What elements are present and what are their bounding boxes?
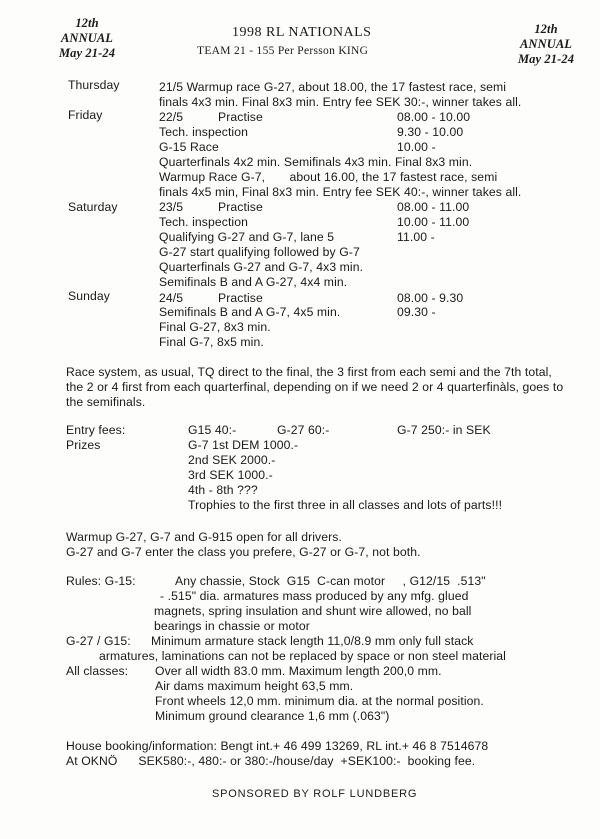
header-right-edition: 12th <box>534 22 558 36</box>
saturday-item-time: 11.00 - <box>397 230 435 244</box>
saturday-item-label: Practise <box>218 200 263 214</box>
rules-all-label: All classes: <box>66 664 129 678</box>
entry-fee-g7: G-7 250:- in SEK <box>397 423 491 437</box>
saturday-line: Semifinals B and A G-27, 4x4 min. <box>159 275 348 289</box>
header-right-annual: ANNUAL <box>520 37 572 51</box>
header-left-dates: May 21-24 <box>58 46 116 60</box>
entry-fee-g15: G15 40:- <box>188 423 237 437</box>
saturday-item-label: Tech. inspection <box>159 215 248 229</box>
rules-g27-line: armatures, laminations can not be replaced by space or non steel material <box>99 649 506 663</box>
thursday-line: finals 4x3 min. Final 8x3 min. Entry fee SEK 30:-, winner takes all. <box>159 95 522 109</box>
rules-g15-line: bearings in chassie or motor <box>154 619 310 633</box>
friday-item-time: 08.00 - 10.00 <box>397 110 471 124</box>
rules-g27-line: Minimum armature stack length 11,0/8.9 mm only full stack <box>151 634 474 648</box>
saturday-item-time: 10.00 - 11.00 <box>397 215 470 229</box>
header-left-edition: 12th <box>75 16 99 30</box>
page-subtitle: TEAM 21 - 155 Per Persson KING <box>197 45 369 57</box>
friday-item-label: G-15 Race <box>159 140 219 154</box>
sunday-item-label: Semifinals B and A G-7, 4x5 min. <box>159 305 341 319</box>
friday-item-time: 9.30 - 10.00 <box>397 125 464 139</box>
entry-fees-label: Entry fees: <box>66 423 126 437</box>
thursday-line: 21/5 Warmup race G-27, about 18.00, the 17 fastest race, semi <box>159 80 507 94</box>
saturday-line: Quarterfinals G-27 and G-7, 4x3 min. <box>159 260 364 274</box>
page-title: 1998 RL NATIONALS <box>232 25 372 40</box>
sunday-line: Final G-7, 8x5 min. <box>159 335 264 349</box>
saturday-item-label: Qualifying G-27 and G-7, lane 5 <box>159 230 335 244</box>
race-system-paragraph: Race system, as usual, TQ direct to the final, the 3 first from each semi and the 7th total, the 2 or 4 first from each quarterfinal, depending on if we need 2 or 4 quarterfinàls, goes to the semifinals. <box>66 365 564 409</box>
sponsor-footer: SPONSORED BY ROLF LUNDBERG <box>212 788 418 800</box>
day-sunday: Sunday <box>68 289 110 303</box>
rules-all-line: Air dams maximum height 63,5 mm. <box>155 679 354 693</box>
warmup-line: Warmup G-27, G-7 and G-915 open for all drivers. <box>66 530 342 544</box>
rules-all-line: Front wheels 12,0 mm. minimum dia. at the normal position. <box>155 694 484 708</box>
rules-all-line: Minimum ground clearance 1,6 mm (.063") <box>155 709 390 723</box>
prizes-trophies: Trophies to the first three in all classes and lots of parts!!! <box>188 498 503 512</box>
sunday-item-time: 09.30 - <box>397 305 436 319</box>
header-left-annual: ANNUAL <box>61 31 113 45</box>
sunday-line: Final G-27, 8x3 min. <box>159 320 271 334</box>
rules-g27-label: G-27 / G15: <box>66 634 131 648</box>
rules-g15-line: - .515" dia. armatures mass produced by any mfg. glued <box>160 589 469 603</box>
day-friday: Friday <box>68 108 103 122</box>
day-saturday: Saturday <box>68 200 118 214</box>
sunday-item-label: Practise <box>218 291 263 305</box>
entry-fee-g27: G-27 60:- <box>277 423 330 437</box>
header-right <box>506 22 586 67</box>
friday-line: finals 4x5 min, Final 8x3 min. Entry fee SEK 40:-, winner takes all. <box>159 185 522 199</box>
friday-item-label: Practise <box>218 110 263 124</box>
sunday-item-time: 08.00 - 9.30 <box>397 291 464 305</box>
rules-g15-line: magnets, spring insulation and shunt wire allowed, no ball <box>154 604 472 618</box>
friday-date: 22/5 <box>159 110 184 124</box>
booking-line: At OKNÖ SEK580:-, 480:- or 380:-/house/day +SEK100:- booking fee. <box>66 754 476 768</box>
header-right-dates: May 21-24 <box>517 52 575 66</box>
prize-line: 4th - 8th ??? <box>188 483 258 497</box>
friday-item-time: 10.00 - <box>397 140 436 154</box>
prize-line: G-7 1st DEM 1000.- <box>188 438 299 452</box>
friday-line: Warmup Race G-7, about 16.00, the 17 fastest race, semi <box>159 170 498 184</box>
sunday-date: 24/5 <box>159 291 184 305</box>
friday-item-label: Tech. inspection <box>159 125 248 139</box>
prizes-label: Prizes <box>66 438 101 452</box>
friday-line: Quarterfinals 4x2 min. Semifinals 4x3 min. Final 8x3 min. <box>159 155 473 169</box>
rules-g15-line: Any chassie, Stock G15 C-can motor , G12/15 .513" <box>175 574 486 588</box>
saturday-line: G-27 start qualifying followed by G-7 <box>159 245 360 259</box>
day-thursday: Thursday <box>68 78 120 92</box>
saturday-item-time: 08.00 - 11.00 <box>397 200 470 214</box>
rules-all-line: Over all width 83.0 mm. Maximum length 200,0 mm. <box>155 664 442 678</box>
warmup-line: G-27 and G-7 enter the class you prefere, G-27 or G-7, not both. <box>66 545 421 559</box>
prize-line: 3rd SEK 1000.- <box>188 468 273 482</box>
booking-line: House booking/information: Bengt int.+ 46 499 13269, RL int.+ 46 8 7514678 <box>66 739 489 753</box>
prize-line: 2nd SEK 2000.- <box>188 453 276 467</box>
rules-g15-label: Rules: G-15: <box>66 574 136 588</box>
header-left <box>52 16 122 61</box>
saturday-date: 23/5 <box>159 200 184 214</box>
